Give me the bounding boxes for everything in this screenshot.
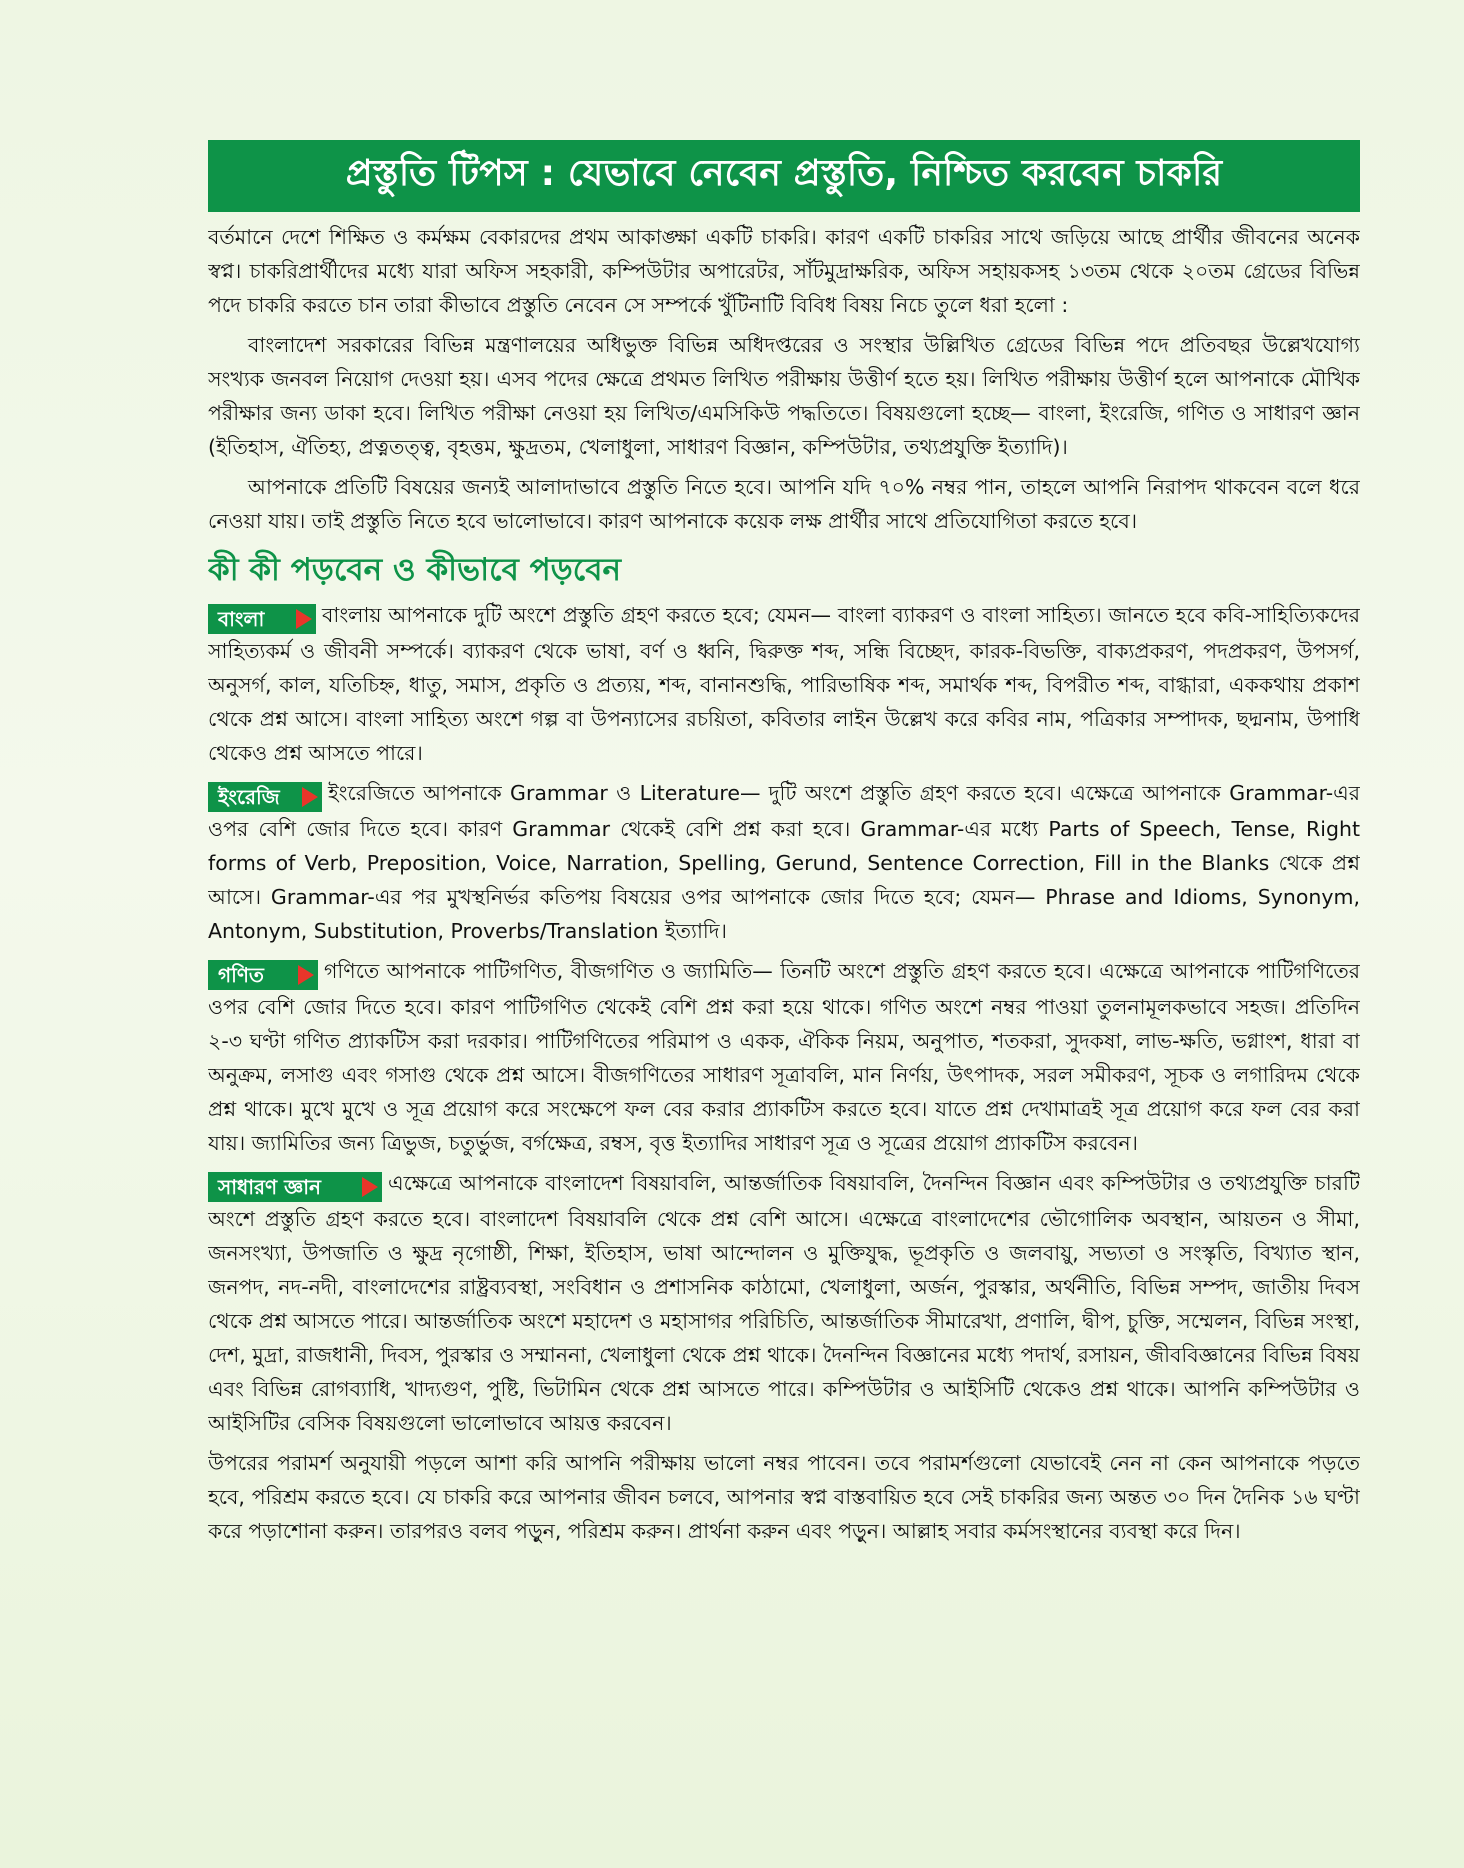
topic-label-text: ইংরেজি (218, 785, 280, 809)
intro-paragraph-1: বর্তমানে দেশে শিক্ষিত ও কর্মক্ষম বেকারদের প্রথম আকাঙ্ক্ষা একটি চাকরি। কারণ একটি চাকরির সাথে জড়িয়ে আছে প্রার্থীর জীবনের অনেক স্বপ্ন। চাকরিপ্রার্থীদের মধ্যে যারা অফিস সহকারী, কম্পিউটার অপারেটর, সাঁটমুদ্রাক্ষরিক, অফিস সহায়কসহ ১৩তম থেকে ২০তম গ্রেডের বিভিন্ন পদে চাকরি করতে চান তারা কীভাবে প্রস্তুতি নেবেন সে সম্পর্কে খুঁটিনাটি বিবিধ বিষয় নিচে তুলে ধরা হলো : (208, 225, 1360, 317)
topic-label-text: গণিত (218, 963, 264, 987)
topic-text-general-knowledge: এক্ষেত্রে আপনাকে বাংলাদেশ বিষয়াবলি, আন্তর্জাতিক বিষয়াবলি, দৈনন্দিন বিজ্ঞান এবং কম্পিউটার ও তথ্যপ্রযুক্তি চারটি অংশে প্রস্তুতি গ্রহণ করতে হবে। বাংলাদেশ বিষয়াবলি থেকে প্রশ্ন বেশি আসে। এক্ষেত্রে বাংলাদেশের ভৌগোলিক অবস্থান, আয়তন ও সীমা, জনসংখ্যা, উপজাতি ও ক্ষুদ্র নৃগোষ্ঠী, শিক্ষা, ইতিহাস, ভাষা আন্দোলন ও মুক্তিযুদ্ধ, ভূপ্রকৃতি ও জলবায়ু, সভ্যতা ও সংস্কৃতি, বিখ্যাত স্থান, জনপদ, নদ-নদী, বাংলাদেশের রাষ্ট্রব্যবস্থা, সংবিধান ও প্রশাসনিক কাঠামো, খেলাধুলা, অর্জন, পুরস্কার, অর্থনীতি, বিভিন্ন সম্পদ, জাতীয় দিবস থেকে প্রশ্ন আসতে পারে। আন্তর্জাতিক অংশে মহাদেশ ও মহাসাগর পরিচিতি, আন্তর্জাতিক সীমারেখা, প্রণালি, দ্বীপ, চুক্তি, সম্মেলন, বিভিন্ন সংস্থা, দেশ, মুদ্রা, রাজধানী, দিবস, পুরস্কার ও সম্মাননা, খেলাধুলা থেকে প্রশ্ন থাকে। দৈনন্দিন বিজ্ঞানের মধ্যে পদার্থ, রসায়ন, জীববিজ্ঞানের বিভিন্ন বিষয় এবং বিভিন্ন রোগব্যাধি, খাদ্যগুণ, পুষ্টি, ভিটামিন থেকে প্রশ্ন আসতে পারে। কম্পিউটার ও আইসিটি থেকেও প্রশ্ন থাকে। আপনি কম্পিউটার ও আইসিটির বেসিক বিষয়গুলো ভালোভাবে আয়ত্ত করবেন। (208, 1171, 1360, 1435)
topic-text-bangla: বাংলায় আপনাকে দুটি অংশে প্রস্তুতি গ্রহণ করতে হবে; যেমন— বাংলা ব্যাকরণ ও বাংলা সাহিত্য। জানতে হবে কবি-সাহিত্যিকদের সাহিত্যকর্ম ও জীবনী সম্পর্কে। ব্যাকরণ থেকে ভাষা, বর্ণ ও ধ্বনি, দ্বিরুক্ত শব্দ, সন্ধি বিচ্ছেদ, কারক-বিভক্তি, বাক্যপ্রকরণ, পদপ্রকরণ, উপসর্গ, অনুসর্গ, কাল, যতিচিহ্ন, ধাতু, সমাস, প্রকৃতি ও প্রত্যয়, শব্দ, বানানশুদ্ধি, পারিভাষিক শব্দ, সমার্থক শব্দ, বিপরীত শব্দ, বাগ্ধারা, এককথায় প্রকাশ থেকে প্রশ্ন আসে। বাংলা সাহিত্য অংশে গল্প বা উপন্যাসের রচয়িতা, কবিতার লাইন উল্লেখ করে কবির নাম, পত্রিকার সম্পাদক, ছদ্মনাম, উপাধি থেকেও প্রশ্ন আসতে পারে। (208, 603, 1360, 765)
topic-text-english: ইংরেজিতে আপনাকে Grammar ও Literature— দুটি অংশে প্রস্তুতি গ্রহণ করতে হবে। এক্ষেত্রে আপনাকে Grammar-এর ওপর বেশি জোর দিতে হবে। কারণ Grammar থেকেই বেশি প্রশ্ন করা হবে। Grammar-এর মধ্যে Parts of Speech, Tense, Right forms of Verb, Preposition, Voice, Narration, Spelling, Gerund, Sentence Correction, Fill in the Blanks থেকে প্রশ্ন আসে। Grammar-এর পর মুখস্থনির্ভর কতিপয় বিষয়ের ওপর আপনাকে জোর দিতে হবে; যেমন— Phrase and Idioms, Synonym, Antonym, Substitution, Proverbs/Translation ইত্যাদি। (208, 781, 1360, 943)
topic-label-text: বাংলা (218, 607, 265, 631)
arrow-right-icon (298, 965, 314, 985)
closing-paragraph: উপরের পরামর্শ অনুযায়ী পড়লে আশা করি আপনি পরীক্ষায় ভালো নম্বর পাবেন। তবে পরামর্শগুলো যেভাবেই নেন না কেন আপনাকে পড়তে হবে, পরিশ্রম করতে হবে। যে চাকরি করে আপনার জীবন চলবে, আপনার স্বপ্ন বাস্তবায়িত হবে সেই চাকরির জন্য অন্তত ৩০ দিন দৈনিক ১৬ ঘণ্টা করে পড়াশোনা করুন। তারপরও বলব পড়ুন, পরিশ্রম করুন। প্রার্থনা করুন এবং পড়ুন। আল্লাহ সবার কর্মসংস্থানের ব্যবস্থা করে দিন। (208, 1451, 1360, 1543)
topic-label-math (208, 960, 318, 990)
topic-general-knowledge (208, 1166, 1360, 1440)
arrow-right-icon (362, 1177, 378, 1197)
topic-bangla (208, 598, 1360, 770)
intro-paragraph-2: বাংলাদেশ সরকারের বিভিন্ন মন্ত্রণালয়ের অধিভুক্ত বিভিন্ন অধিদপ্তরের ও সংস্থার উল্লিখিত গ্রেডের বিভিন্ন পদে প্রতিবছর উল্লেখযোগ্য সংখ্যক জনবল নিয়োগ দেওয়া হয়। এসব পদের ক্ষেত্রে প্রথমত লিখিত পরীক্ষায় উত্তীর্ণ হতে হয়। লিখিত পরীক্ষায় উত্তীর্ণ হলে আপনাকে মৌখিক পরীক্ষার জন্য ডাকা হবে। লিখিত পরীক্ষা নেওয়া হয় লিখিত/এমসিকিউ পদ্ধতিতে। বিষয়গুলো হচ্ছে— বাংলা, ইংরেজি, গণিত ও সাধারণ জ্ঞান (ইতিহাস, ঐতিহ্য, প্রত্নতত্ত্ব, বৃহত্তম, ক্ষুদ্রতম, খেলাধুলা, সাধারণ বিজ্ঞান, কম্পিউটার, তথ্যপ্রযুক্তি ইত্যাদি)। (208, 333, 1360, 459)
topic-label-general-knowledge (208, 1172, 382, 1202)
topic-label-bangla (208, 604, 316, 634)
topic-label-english (208, 782, 322, 812)
arrow-right-icon (302, 787, 318, 807)
topic-text-math: গণিতে আপনাকে পাটিগণিত, বীজগণিত ও জ্যামিতি— তিনটি অংশে প্রস্তুতি গ্রহণ করতে হবে। এক্ষেত্রে আপনাকে পাটিগণিতের ওপর বেশি জোর দিতে হবে। কারণ পাটিগণিত থেকেই বেশি প্রশ্ন করা হয়ে থাকে। গণিত অংশে নম্বর পাওয়া তুলনামূলকভাবে সহজ। প্রতিদিন ২-৩ ঘণ্টা গণিত প্র্যাকটিস করা দরকার। পাটিগণিতের পরিমাপ ও একক, ঐকিক নিয়ম, অনুপাত, শতকরা, সুদকষা, লাভ-ক্ষতি, ভগ্নাংশ, ধারা বা অনুক্রম, লসাগু এবং গসাগু থেকে প্রশ্ন আসে। বীজগণিতের সাধারণ সূত্রাবলি, মান নির্ণয়, উৎপাদক, সরল সমীকরণ, সূচক ও লগারিদম থেকে প্রশ্ন থাকে। মুখে মুখে ও সূত্র প্রয়োগ করে সংক্ষেপে ফল বের করার প্র্যাকটিস করতে হবে। যাতে প্রশ্ন দেখামাত্রই সূত্র প্রয়োগ করে ফল বের করা যায়। জ্যামিতির জন্য ত্রিভুজ, চতুর্ভুজ, বর্গক্ষেত্র, রম্বস, বৃত্ত ইত্যাদির সাধারণ সূত্র ও সূত্রের প্রয়োগ প্র্যাকটিস করবেন। (208, 959, 1360, 1155)
page-title: প্রস্তুতি টিপস : যেভাবে নেবেন প্রস্তুতি, নিশ্চিত করবেন চাকরি (208, 140, 1360, 212)
topic-math (208, 954, 1360, 1160)
document-page (208, 140, 1360, 1800)
arrow-right-icon (296, 609, 312, 629)
topic-english (208, 776, 1360, 948)
section-heading: কী কী পড়বেন ও কীভাবে পড়বেন (208, 552, 622, 588)
topic-label-text: সাধারণ জ্ঞান (218, 1175, 321, 1199)
intro-paragraph-3: আপনাকে প্রতিটি বিষয়ের জন্যই আলাদাভাবে প্রস্তুতি নিতে হবে। আপনি যদি ৭০% নম্বর পান, তাহলে আপনি নিরাপদ থাকবেন বলে ধরে নেওয়া যায়। তাই প্রস্তুতি নিতে হবে ভালোভাবে। কারণ আপনাকে কয়েক লক্ষ প্রার্থীর সাথে প্রতিযোগিতা করতে হবে। (208, 475, 1360, 533)
